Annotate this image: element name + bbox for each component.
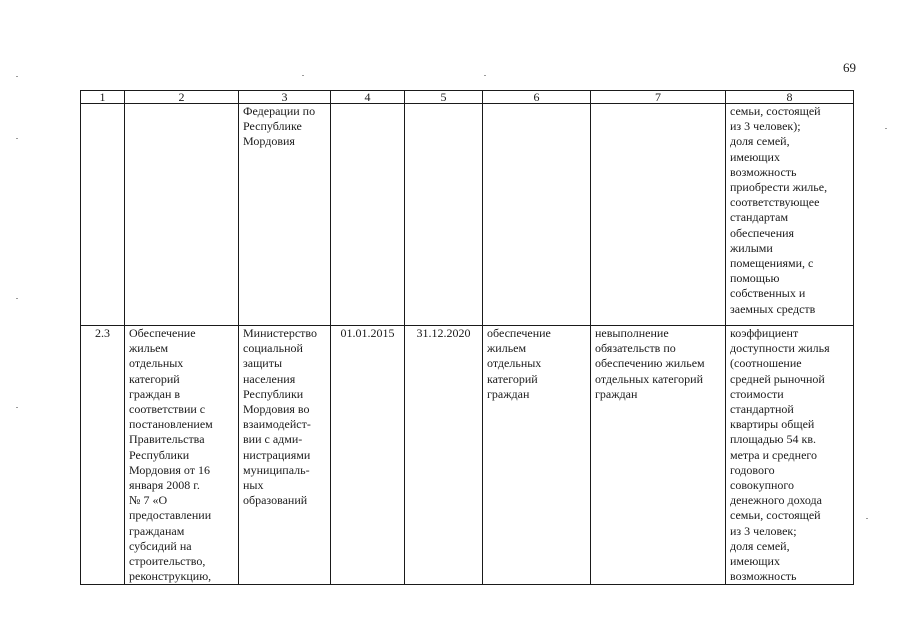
table-cell: обеспечение жильем отдельных категорий граждан bbox=[483, 326, 591, 585]
column-number-header: 4 bbox=[331, 91, 405, 104]
scan-speck bbox=[302, 75, 304, 76]
column-number-row bbox=[81, 91, 854, 104]
table-row bbox=[81, 326, 854, 585]
scan-speck bbox=[484, 75, 486, 76]
column-number-header: 3 bbox=[239, 91, 331, 104]
table-cell: Федерации по Республике Мордовия bbox=[239, 104, 331, 326]
scan-speck bbox=[16, 76, 18, 77]
table-cell: семьи, состоящей из 3 человек); доля семей, имеющих возможность приобрести жилье, соответствующее стандартам обеспечения жилыми помещениями, с помощью собственных и заемных средств bbox=[726, 104, 854, 326]
table-cell bbox=[483, 104, 591, 326]
column-number-header: 6 bbox=[483, 91, 591, 104]
table-cell: 2.3 bbox=[81, 326, 125, 585]
column-number-header: 2 bbox=[125, 91, 239, 104]
scan-speck bbox=[16, 138, 18, 139]
table-row bbox=[81, 104, 854, 326]
scan-speck bbox=[885, 128, 887, 129]
scan-speck bbox=[16, 407, 18, 408]
table-cell: коэффициент доступности жилья (соотношение средней рыночной стоимости стандартной квартиры общей площадью 54 кв. метра и среднего годового совокупного денежного дохода семьи, состоящей из 3 человек; доля семей, имеющих возможность bbox=[726, 326, 854, 585]
table-cell bbox=[331, 104, 405, 326]
column-number-header: 5 bbox=[405, 91, 483, 104]
scan-speck bbox=[866, 518, 868, 519]
column-number-header: 7 bbox=[591, 91, 726, 104]
table-cell bbox=[125, 104, 239, 326]
program-measures-table bbox=[80, 90, 854, 585]
table-cell: 01.01.2015 bbox=[331, 326, 405, 585]
scan-speck bbox=[16, 298, 18, 299]
column-number-header: 8 bbox=[726, 91, 854, 104]
table-cell: 31.12.2020 bbox=[405, 326, 483, 585]
table-cell bbox=[591, 104, 726, 326]
table-cell bbox=[81, 104, 125, 326]
page-number: 69 bbox=[843, 60, 856, 75]
table-cell: Министерство социальной защиты населения Республики Мордовия во взаимодейст- вии с адми- нистрациями муниципаль- ных образований bbox=[239, 326, 331, 585]
table-cell: невыполнение обязательств по обеспечению жильем отдельных категорий граждан bbox=[591, 326, 726, 585]
column-number-header: 1 bbox=[81, 91, 125, 104]
table-cell bbox=[405, 104, 483, 326]
table-cell: Обеспечение жильем отдельных категорий граждан в соответствии с постановлением Правительства Республики Мордовия от 16 января 2008 г. № 7 «О предоставлении гражданам субсидий на строительство, реконструкцию, bbox=[125, 326, 239, 585]
